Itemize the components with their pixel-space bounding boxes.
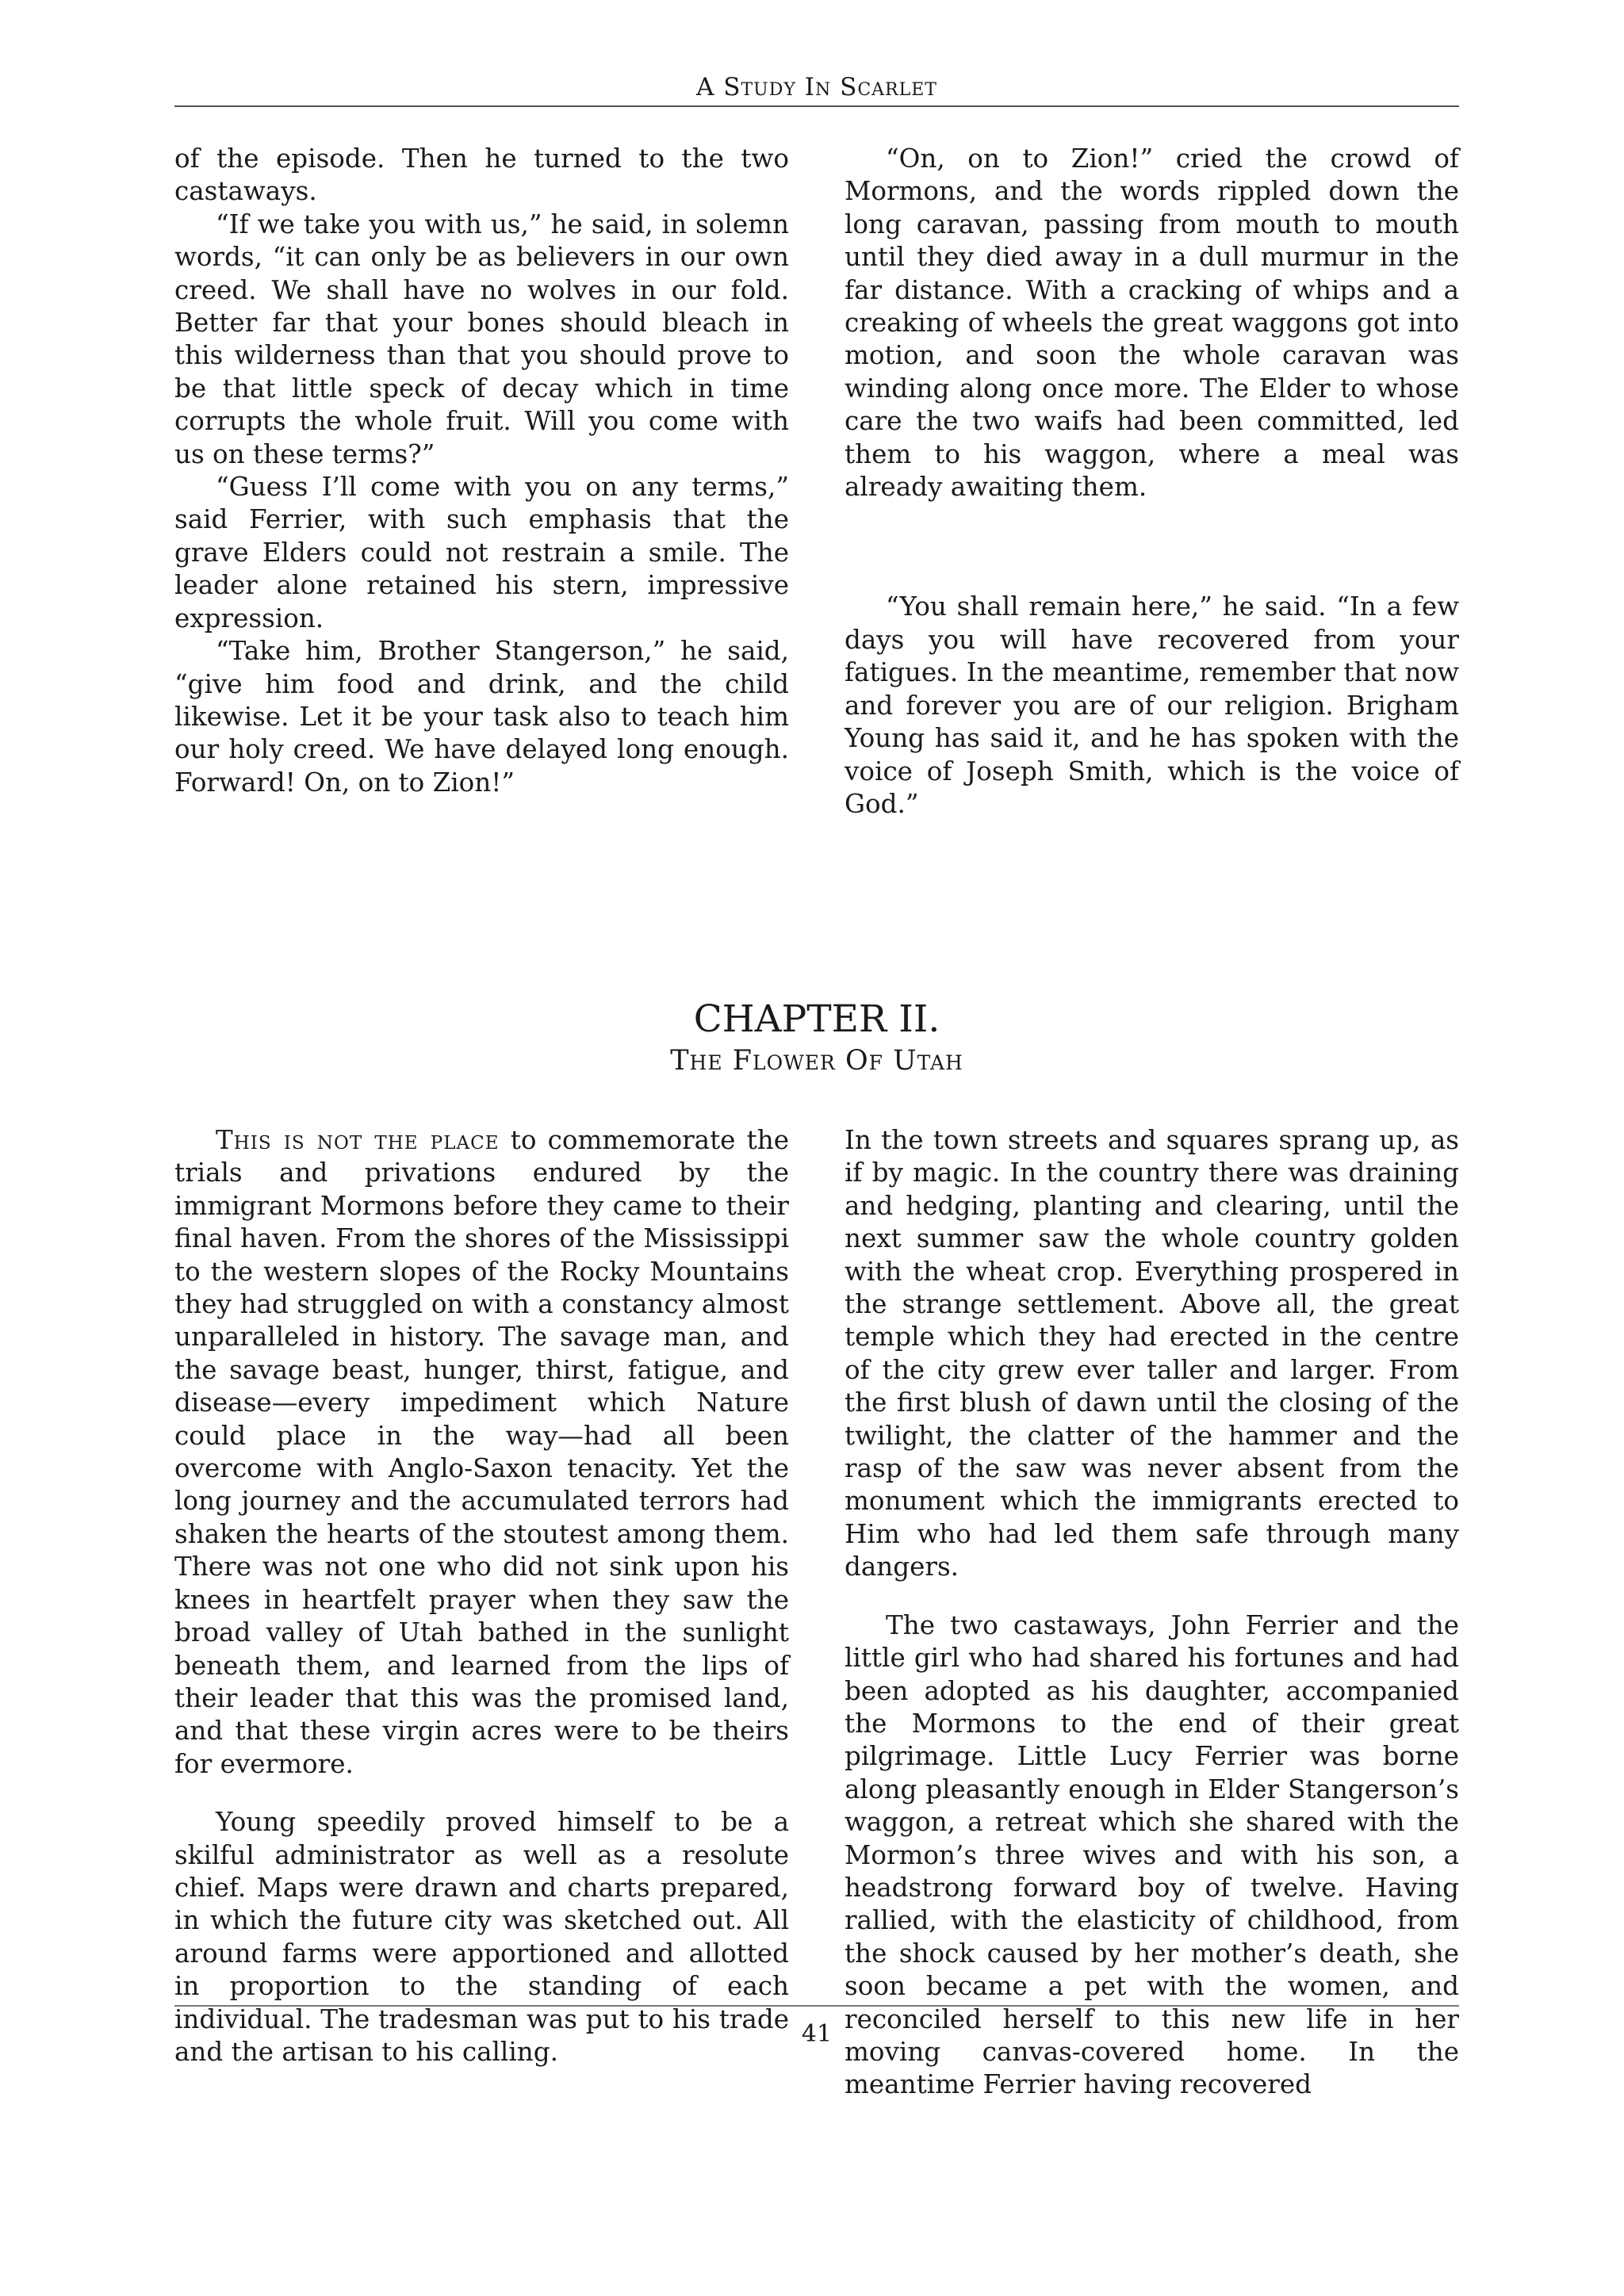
paragraph: “On, on to Zion!” cried the crowd of Mormons, and the words rippled down the long caravan, passing from mouth to mouth until they died away in a dull murmur in the far distance. With a cracking of whips and a creaking of wheels the great waggons got into motion, and soon the whole caravan was winding along once more. The Elder to whose care the two waifs had been committed, led them to his waggon, where a meal was already awaiting them.: [845, 144, 1459, 503]
paragraph: “Guess I’ll come with you on any terms,” said Ferrier, with such emphasis that the grave Elders could not restrain a smile. The leader alone retained his stern, impressive expression.: [174, 472, 789, 633]
footer-rule: [174, 2005, 1459, 2007]
paragraph: “If we take you with us,” he said, in solemn words, “it can only be as believers in our own creed. We shall have no wolves in our fold. Better far that your bones should bleach in this wilderness than that you should prove to be that little speck of decay which in time corrupts the whole fruit. Will you come with us on these terms?”: [174, 209, 789, 469]
running-header: A Study In Scarlet: [696, 73, 937, 101]
opening-smallcaps: This is not the place: [216, 1125, 500, 1155]
top-right-column: [845, 143, 1459, 821]
header-rule: [174, 105, 1459, 107]
paragraph: Young speedily proved himself to be a skilful administrator as well as a resolute chief. Maps were drawn and charts prepared, in which the future city was sketched out. All around farms were apportioned and allotted in proportion to the standing of each individual. The tradesman was put to his trade and the artisan to his calling.: [174, 1807, 789, 2067]
paragraph: The two castaways, John Ferrier and the little girl who had shared his fortunes and had been adopted as his daughter, accompanied the Mormons to the end of their great pilgrimage. Little Lucy Ferrier was borne along pleasantly enough in Elder Stangerson’s waggon, a retreat which she shared with the Mormon’s three wives and with his son, a headstrong forward boy of twelve. Having rallied, with the elasticity of childhood, from the shock caused by her mother’s death, she soon became a pet with the women, and reconciled herself to this new life in her moving canvas-covered home. In the meantime Ferrier having recovered: [845, 1609, 1459, 2100]
chapter-title: CHAPTER II.: [693, 997, 940, 1041]
top-left-column: [174, 143, 789, 799]
bottom-left-column: [174, 1124, 789, 2068]
bottom-right-column: [845, 1124, 1459, 2102]
paragraph: “Take him, Brother Stangerson,” he said, “give him food and drink, and the child likewise. Let it be your task also to teach him our holy creed. We have delayed long enough. Forward! On, on to Zion!”: [174, 636, 789, 798]
paragraph: of the episode. Then he turned to the two castaways.: [174, 144, 789, 207]
paragraph: In the town streets and squares sprang up, as if by magic. In the country there was draining and hedging, planting and clearing, until the next summer saw the whole country golden with the wheat crop. Everything prospered in the strange settlement. Above all, the great temple which they had erected in the centre of the city grew ever taller and larger. From the first blush of dawn until the closing of the twilight, the clatter of the hammer and the rasp of the saw was never absent from the monument which the immigrants erected to Him who had led them safe through many dangers.: [845, 1125, 1459, 1582]
paragraph: “You shall remain here,” he said. “In a few days you will have recovered from your fatigues. In the meantime, remember that now and forever you are of our religion. Brigham Young has said it, and he has spoken with the voice of Joseph Smith, which is the voice of God.”: [845, 591, 1459, 819]
page-number: 41: [801, 2020, 833, 2048]
opening-text: to commemorate the trials and privations endured by the immigrant Mormons before they came to their final haven. From the shores of the Mississippi to the western slopes of the Rocky Mountains they had struggled on with a constancy almost unparalleled in history. The savage man, and the savage beast, hunger, thirst, fatigue, and disease—every impediment which Nature could place in the way—had all been overcome with Anglo-Saxon tenacity. Yet the long journey and the accumulated terrors had shaken the hearts of the stoutest among them. There was not one who did not sink upon his knees in heartfelt prayer when they saw the broad valley of Utah bathed in the sunlight beneath them, and learned from the lips of their leader that this was the promised land, and that these virgin acres were to be theirs for evermore.: [174, 1125, 790, 1779]
paragraph: [174, 1124, 789, 1781]
chapter-subtitle: The Flower Of Utah: [670, 1045, 963, 1077]
